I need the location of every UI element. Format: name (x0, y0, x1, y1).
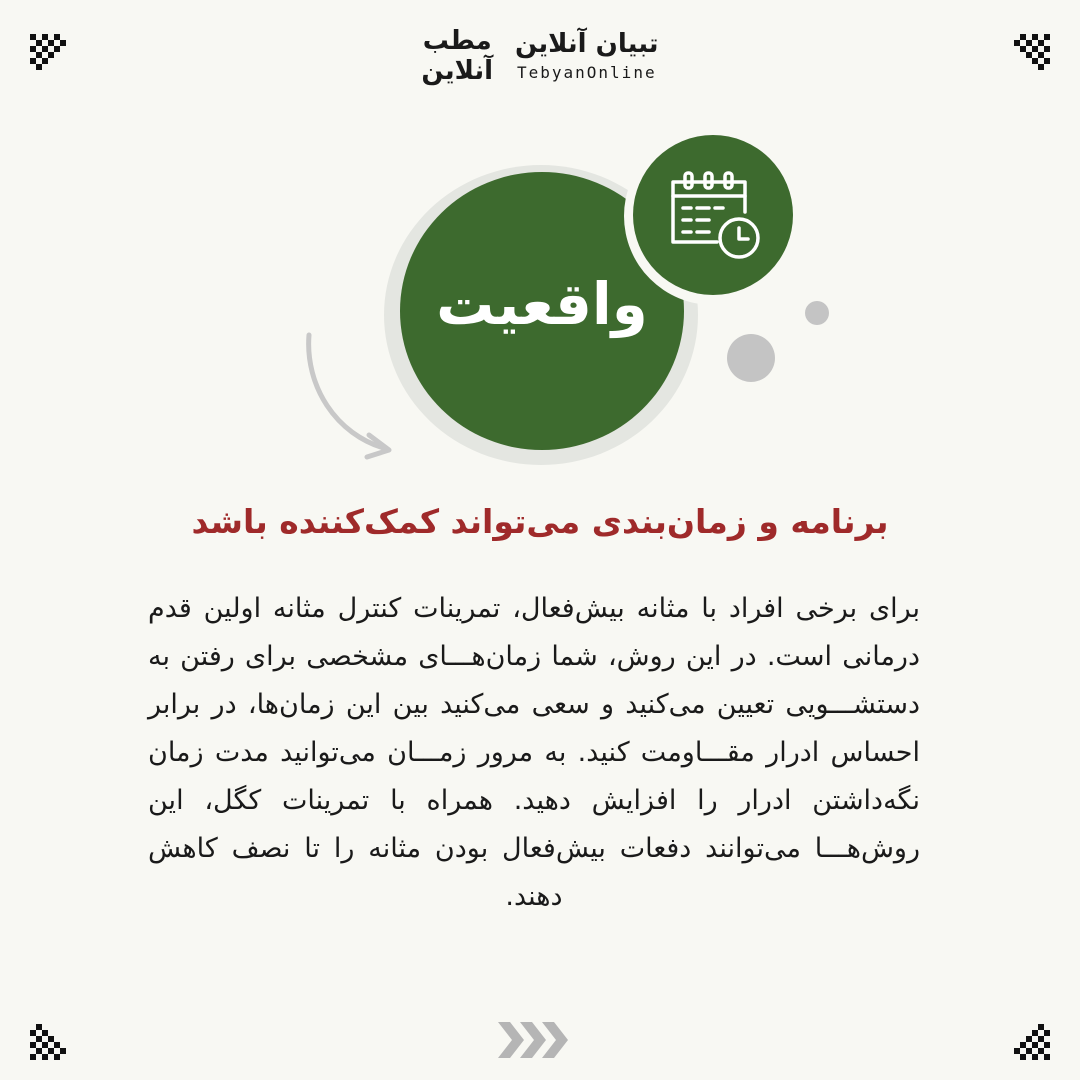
decorative-dot-small (805, 301, 829, 325)
calendar-clock-icon (665, 168, 765, 264)
matab-logo-line1: مطب (422, 26, 492, 56)
matab-logo-line2: آنلاین (421, 56, 493, 86)
decorative-dot-large (727, 334, 775, 382)
tebyan-logo-persian: تبیان آنلاین (515, 28, 659, 59)
corner-ornament-bottom-left (30, 1024, 66, 1060)
triple-chevron-right-icon[interactable] (496, 1018, 576, 1062)
body-paragraph: برای برخی افراد با مثانه بیش‌فعال، تمرینات کنترل مثانه اولین قدم درمانی است. در این روش، شما زمان‌هـــای مشخصی برای رفتن به دستشـــویی تعیین می‌کنید و سعی می‌کنید بین این زمان‌ها، در برابر احساس ادرار مقـــاومت کنید. به مرور زمـــان می‌توانید مدت زمان نگه‌داشتن ادرار را افزایش دهید. همراه با تمرینات کگل، این روش‌هـــا می‌توانند دفعات بیش‌فعال بودن مثانه را تا نصف کاهش دهند. (148, 593, 920, 912)
hero-illustration (0, 0, 1080, 480)
headline: برنامه و زمان‌بندی می‌تواند کمک‌کننده باشد (191, 502, 889, 541)
hero-word: واقعیت (436, 270, 648, 338)
tebyan-logo-english: TebyanOnline (516, 62, 657, 82)
corner-ornament-bottom-right (1014, 1024, 1050, 1060)
